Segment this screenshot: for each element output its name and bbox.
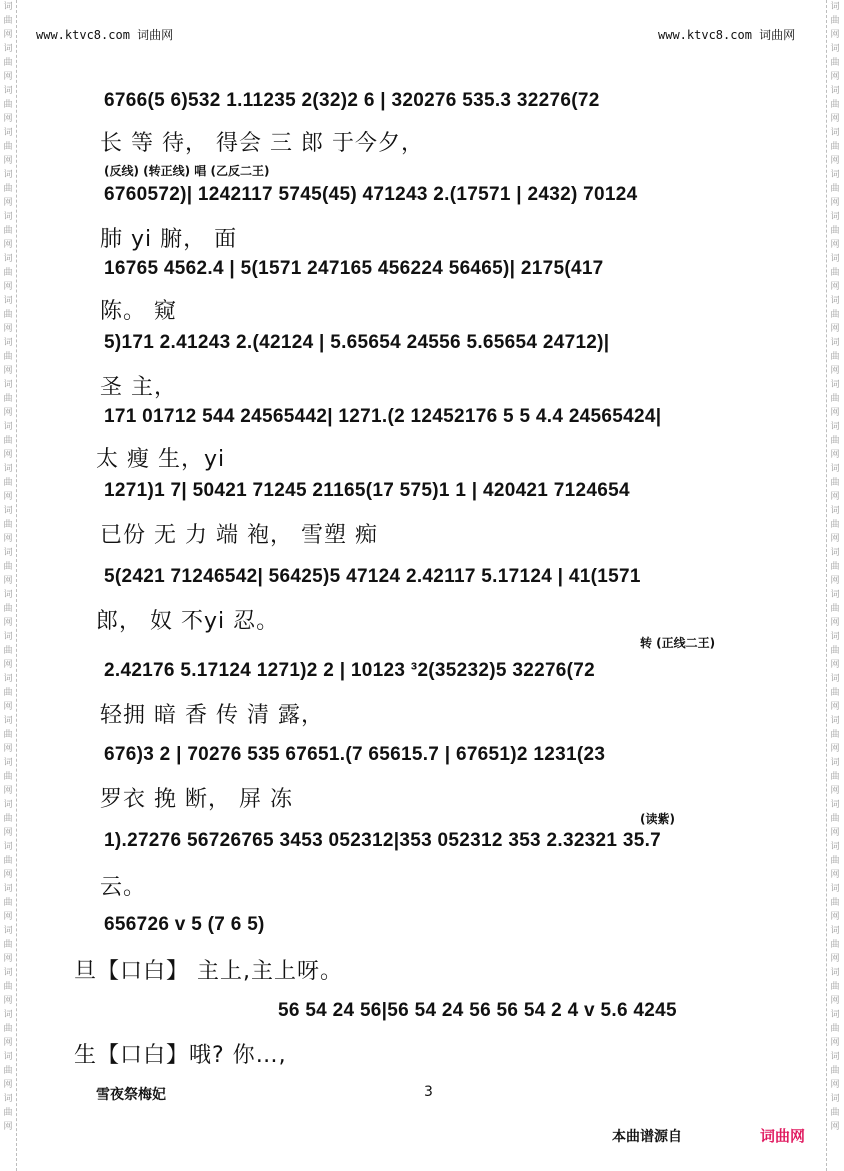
watermark-glyph: 词 曲 网 [3, 1094, 13, 1132]
annotation-row-10: (读紫) [640, 812, 675, 826]
watermark-glyph: 词 曲 网 [3, 296, 13, 334]
watermark-glyph: 词 曲 网 [3, 464, 13, 502]
watermark-glyph: 词 曲 网 [830, 170, 840, 208]
dialogue-sheng: 生【口白】哦? 你…, [74, 1043, 287, 1068]
lyric-row-5: 太 瘦 生，yi [96, 447, 226, 472]
watermark-glyph: 词 曲 网 [830, 548, 840, 586]
annotation-row-2: (反线) (转正线) 唱 (乙反二王) [104, 164, 270, 178]
watermark-glyph: 词 曲 网 [3, 968, 13, 1006]
lyric-row-10: 云。 [100, 875, 147, 900]
watermark-glyph: 词 曲 网 [830, 1094, 840, 1132]
watermark-glyph: 词 曲 网 [3, 674, 13, 712]
notation-row-4: 5)171 2.41243 2.(42124 | 5.65654 24556 5.65654 24712)| [104, 332, 610, 353]
watermark-glyph: 词 曲 网 [830, 422, 840, 460]
dialogue-dan: 旦【口白】 主上,主上呀。 [74, 959, 343, 984]
watermark-glyph: 词 曲 网 [830, 254, 840, 292]
lyric-row-8: 轻拥 暗 香 传 清 露， [100, 703, 324, 728]
watermark-glyph: 词 曲 网 [830, 1010, 840, 1048]
site-url-right[interactable]: www.ktvc8.com 词曲网 [658, 28, 796, 42]
watermark-glyph: 词 曲 网 [3, 884, 13, 922]
notation-row-9: 676)3 2 | 70276 535 67651.(7 65615.7 | 67651)2 1231(23 [104, 744, 606, 765]
lyric-row-9: 罗衣 挽 断， 屏 冻 [100, 787, 293, 812]
lyric-row-3: 陈。 窥 [100, 299, 177, 324]
source-text: 本曲谱源自 [612, 1129, 682, 1145]
watermark-glyph: 词 曲 网 [3, 842, 13, 880]
lyric-row-6: 已份 无 力 端 袍， 雪塑 痴 [100, 523, 378, 548]
watermark-glyph: 词 曲 网 [3, 44, 13, 82]
lyric-row-2: 肺 yi 腑， 面 [100, 227, 238, 252]
notation-row-5: 171 01712 544 24565442| 1271.(2 12452176 5 5 4.4 24565424| [104, 406, 662, 427]
watermark-glyph: 词 曲 网 [3, 548, 13, 586]
song-title: 雪夜祭梅妃 [96, 1087, 166, 1103]
watermark-glyph: 词 曲 网 [830, 968, 840, 1006]
watermark-glyph: 词 曲 网 [830, 800, 840, 838]
source-brand-link[interactable]: 词曲网 [760, 1127, 806, 1145]
watermark-glyph: 词 曲 网 [3, 86, 13, 124]
watermark-glyph: 词 曲 网 [830, 212, 840, 250]
watermark-glyph: 词 曲 网 [830, 338, 840, 376]
watermark-glyph: 词 曲 网 [830, 506, 840, 544]
watermark-glyph: 词 曲 网 [3, 338, 13, 376]
notation-row-2: 6760572)| 1242117 5745(45) 471243 2.(17571 | 2432) 70124 [104, 184, 638, 205]
lyric-row-7: 郎， 奴 不yi 忍。 [96, 609, 280, 634]
watermark-glyph: 词 曲 网 [3, 1052, 13, 1090]
watermark-glyph: 词 曲 网 [3, 212, 13, 250]
watermark-glyph: 词 曲 网 [830, 380, 840, 418]
watermark-glyph: 词 曲 网 [3, 800, 13, 838]
watermark-glyph: 词 曲 网 [830, 296, 840, 334]
watermark-glyph: 词 曲 网 [830, 44, 840, 82]
watermark-glyph: 词 曲 网 [3, 716, 13, 754]
watermark-glyph: 词 曲 网 [3, 2, 13, 40]
page-number: 3 [424, 1084, 433, 1100]
notation-row-6: 1271)1 7| 50421 71245 21165(17 575)1 1 | 420421 7124654 [104, 480, 630, 501]
watermark-glyph: 词 曲 网 [830, 884, 840, 922]
watermark-glyph: 词 曲 网 [830, 632, 840, 670]
watermark-glyph: 词 曲 网 [3, 128, 13, 166]
watermark-glyph: 词 曲 网 [830, 2, 840, 40]
notation-row-1: 6766(5 6)532 1.11235 2(32)2 6 | 320276 535.3 32276(72 [104, 90, 600, 111]
right-watermark-strip [826, 0, 843, 1171]
notation-row-3: 16765 4562.4 | 5(1571 247165 456224 56465)| 2175(417 [104, 258, 604, 279]
watermark-glyph: 词 曲 网 [830, 128, 840, 166]
watermark-glyph: 词 曲 网 [830, 590, 840, 628]
watermark-glyph: 词 曲 网 [830, 758, 840, 796]
lyric-row-1: 长 等 待， 得会 三 郎 于今夕， [100, 131, 424, 156]
watermark-glyph: 词 曲 网 [3, 506, 13, 544]
watermark-glyph: 词 曲 网 [3, 1010, 13, 1048]
annotation-row-8: 转 (正线二王) [640, 636, 716, 650]
watermark-glyph: 词 曲 网 [830, 86, 840, 124]
watermark-glyph: 词 曲 网 [830, 464, 840, 502]
left-watermark-strip [0, 0, 17, 1171]
watermark-glyph: 词 曲 网 [3, 380, 13, 418]
notation-ending: 656726 v 5 (7 6 5) [104, 914, 265, 935]
site-url-left[interactable]: www.ktvc8.com 词曲网 [36, 28, 174, 42]
notation-row-10: 1).27276 56726765 3453 052312|353 052312 353 2.32321 35.7 [104, 830, 662, 851]
notation-row-8: 2.42176 5.17124 1271)2 2 | 10123 ³2(35232)5 32276(72 [104, 660, 596, 681]
watermark-glyph: 词 曲 网 [830, 1052, 840, 1090]
watermark-glyph: 词 曲 网 [3, 590, 13, 628]
lyric-row-4: 圣 主， [100, 375, 177, 400]
watermark-glyph: 词 曲 网 [3, 422, 13, 460]
notation-ending-2: 56 54 24 56|56 54 24 56 56 54 2 4 v 5.6 4245 [278, 1000, 677, 1021]
watermark-glyph: 词 曲 网 [3, 254, 13, 292]
watermark-glyph: 词 曲 网 [3, 632, 13, 670]
watermark-glyph: 词 曲 网 [830, 842, 840, 880]
watermark-glyph: 词 曲 网 [3, 758, 13, 796]
watermark-glyph: 词 曲 网 [3, 170, 13, 208]
watermark-glyph: 词 曲 网 [830, 674, 840, 712]
watermark-glyph: 词 曲 网 [3, 926, 13, 964]
watermark-glyph: 词 曲 网 [830, 926, 840, 964]
watermark-glyph: 词 曲 网 [830, 716, 840, 754]
notation-row-7: 5(2421 71246542| 56425)5 47124 2.42117 5.17124 | 41(1571 [104, 566, 641, 587]
